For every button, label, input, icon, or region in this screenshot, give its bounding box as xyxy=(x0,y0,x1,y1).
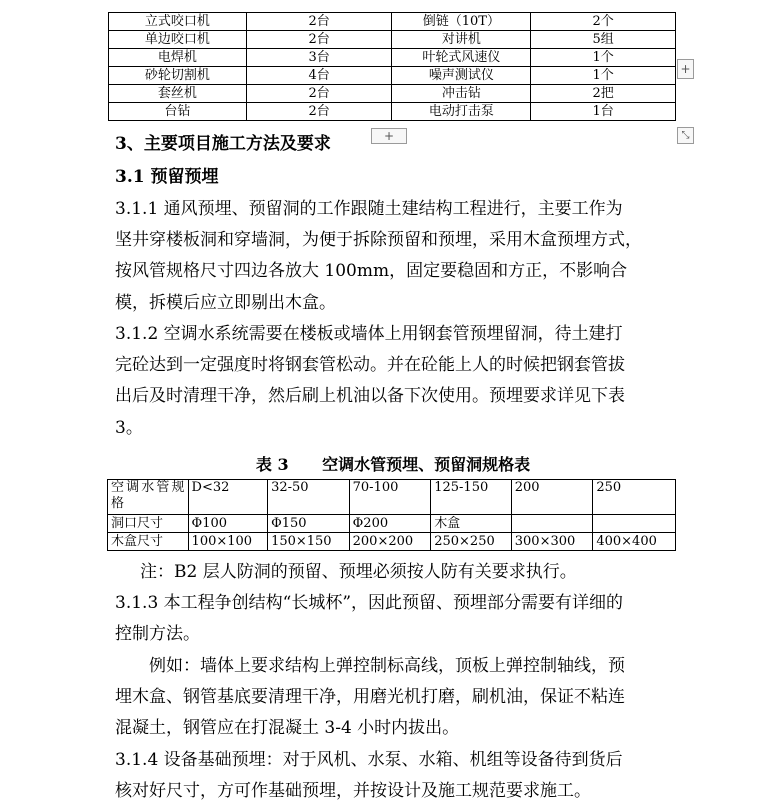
box-size-cell: 100×100 xyxy=(188,533,268,551)
hole-size-cell xyxy=(593,515,676,533)
text-line: 核对好尺寸，方可作基础预埋，并按设计及施工规范要求施工。 xyxy=(115,781,591,802)
pipe-spec-table xyxy=(107,479,676,551)
table-number: 表 3 xyxy=(255,455,289,474)
equipment-cell: 2个 xyxy=(531,13,676,31)
hole-size-label-cell: 洞口尺寸 xyxy=(108,515,189,533)
box-size-cell: 400×400 xyxy=(593,533,676,551)
text-line: 3.1.2 空调水系统需要在楼板或墙体上用钢套管预埋留洞，待土建打 xyxy=(115,324,623,344)
add-table-row-button[interactable]: + xyxy=(371,128,407,144)
pipe-size-row xyxy=(108,480,676,515)
equipment-cell: 2台 xyxy=(246,103,392,121)
hole-size-cell: Φ150 xyxy=(268,515,350,533)
pipe-size-label-cell: 空调水管规格 xyxy=(108,480,189,515)
equipment-table xyxy=(108,12,676,121)
section-3-1-heading: 3.1 预留预埋 xyxy=(115,167,219,187)
pipe-size-cell: 250 xyxy=(593,480,676,515)
equipment-row xyxy=(109,103,676,121)
equipment-cell: 5组 xyxy=(531,31,676,49)
box-size-label-cell: 木盒尺寸 xyxy=(108,533,189,551)
equipment-row xyxy=(109,67,676,85)
section-3-heading: 3、主要项目施工方法及要求 xyxy=(115,134,331,154)
pipe-size-cell: D<32 xyxy=(188,480,268,515)
pipe-size-cell: 32-50 xyxy=(268,480,350,515)
equipment-row xyxy=(109,49,676,67)
text-line: 埋木盒、钢管基底要清理干净，用磨光机打磨，刷机油，保证不粘连 xyxy=(115,687,625,708)
hole-size-cell: Φ200 xyxy=(349,515,431,533)
equipment-cell: 4台 xyxy=(246,67,392,85)
equipment-cell: 冲击钻 xyxy=(392,85,531,103)
equipment-cell: 1台 xyxy=(531,103,676,121)
hole-size-cell: Φ100 xyxy=(188,515,268,533)
equipment-cell: 3台 xyxy=(246,49,392,67)
note-paragraph xyxy=(115,557,671,588)
paragraph-3-1-4 xyxy=(115,745,671,807)
note-text: 注：B2 层人防洞的预留、预埋必须按人防有关要求执行。 xyxy=(140,562,577,582)
equipment-row xyxy=(109,13,676,31)
text-line: 完砼达到一定强度时将钢套管松动。并在砼能上人的时候把钢套管拔 xyxy=(115,355,625,376)
equipment-cell: 2台 xyxy=(246,13,392,31)
table-title: 空调水管预埋、预留洞规格表 xyxy=(322,455,531,474)
equipment-cell: 电焊机 xyxy=(109,49,247,67)
example-paragraph xyxy=(115,651,671,745)
text-line: 出后及时清理干净，然后刷上机油以备下次使用。预埋要求详见下表 xyxy=(115,386,625,407)
hole-size-cell: 木盒 xyxy=(431,515,512,533)
text-line: 按风管规格尺寸四边各放大 100mm，固定要稳固和方正，不影响合 xyxy=(115,261,628,282)
text-line: 3.1.3 本工程争创结构“长城杯”，因此预留、预埋部分需要有详细的 xyxy=(115,593,624,613)
equipment-cell: 套丝机 xyxy=(109,85,247,103)
pipe-size-cell: 200 xyxy=(511,480,593,515)
table-resize-handle-icon[interactable]: ⤡ xyxy=(677,127,694,144)
pipe-size-cell: 125-150 xyxy=(431,480,512,515)
box-size-cell: 300×300 xyxy=(511,533,593,551)
equipment-cell: 2台 xyxy=(246,85,392,103)
equipment-cell: 2把 xyxy=(531,85,676,103)
paragraph-3-1-1 xyxy=(115,194,671,319)
text-line: 坚井穿楼板洞和穿墙洞，为便于拆除预留和预埋，采用木盒预埋方式， xyxy=(115,230,642,251)
equipment-cell: 2台 xyxy=(246,31,392,49)
box-size-cell: 200×200 xyxy=(349,533,431,551)
text-line: 3。 xyxy=(115,417,143,438)
text-line: 3.1.1 通风预埋、预留洞的工作跟随土建结构工程进行，主要工作为 xyxy=(115,199,623,219)
equipment-cell: 倒链（10T） xyxy=(392,13,531,31)
text-line: 控制方法。 xyxy=(115,624,200,645)
equipment-row xyxy=(109,85,676,103)
text-line: 例如：墙体上要求结构上弹控制标高线，顶板上弹控制轴线，预 xyxy=(149,656,625,676)
equipment-row xyxy=(109,31,676,49)
equipment-cell: 电动打击泵 xyxy=(392,103,531,121)
text-line: 混凝土，钢管应在打混凝土 3-4 小时内拔出。 xyxy=(115,718,460,739)
text-line: 模，拆模后应立即剔出木盒。 xyxy=(115,292,336,313)
pipe-size-cell: 70-100 xyxy=(349,480,431,515)
hole-size-row xyxy=(108,515,676,533)
equipment-cell: 台钻 xyxy=(109,103,247,121)
paragraph-3-1-2 xyxy=(115,319,671,444)
table-3-caption xyxy=(115,454,671,476)
paragraph-3-1-3 xyxy=(115,588,671,650)
box-size-cell: 150×150 xyxy=(268,533,350,551)
add-table-column-button[interactable]: + xyxy=(677,59,694,79)
equipment-cell: 1个 xyxy=(531,49,676,67)
equipment-cell: 单边咬口机 xyxy=(109,31,247,49)
equipment-cell: 立式咬口机 xyxy=(109,13,247,31)
box-size-row xyxy=(108,533,676,551)
equipment-cell: 噪声测试仪 xyxy=(392,67,531,85)
equipment-cell: 1个 xyxy=(531,67,676,85)
hole-size-cell xyxy=(511,515,593,533)
box-size-cell: 250×250 xyxy=(431,533,512,551)
equipment-cell: 砂轮切割机 xyxy=(109,67,247,85)
text-line: 3.1.4 设备基础预埋：对于风机、水泵、水箱、机组等设备待到货后 xyxy=(115,750,623,770)
equipment-cell: 叶轮式风速仪 xyxy=(392,49,531,67)
equipment-cell: 对讲机 xyxy=(392,31,531,49)
